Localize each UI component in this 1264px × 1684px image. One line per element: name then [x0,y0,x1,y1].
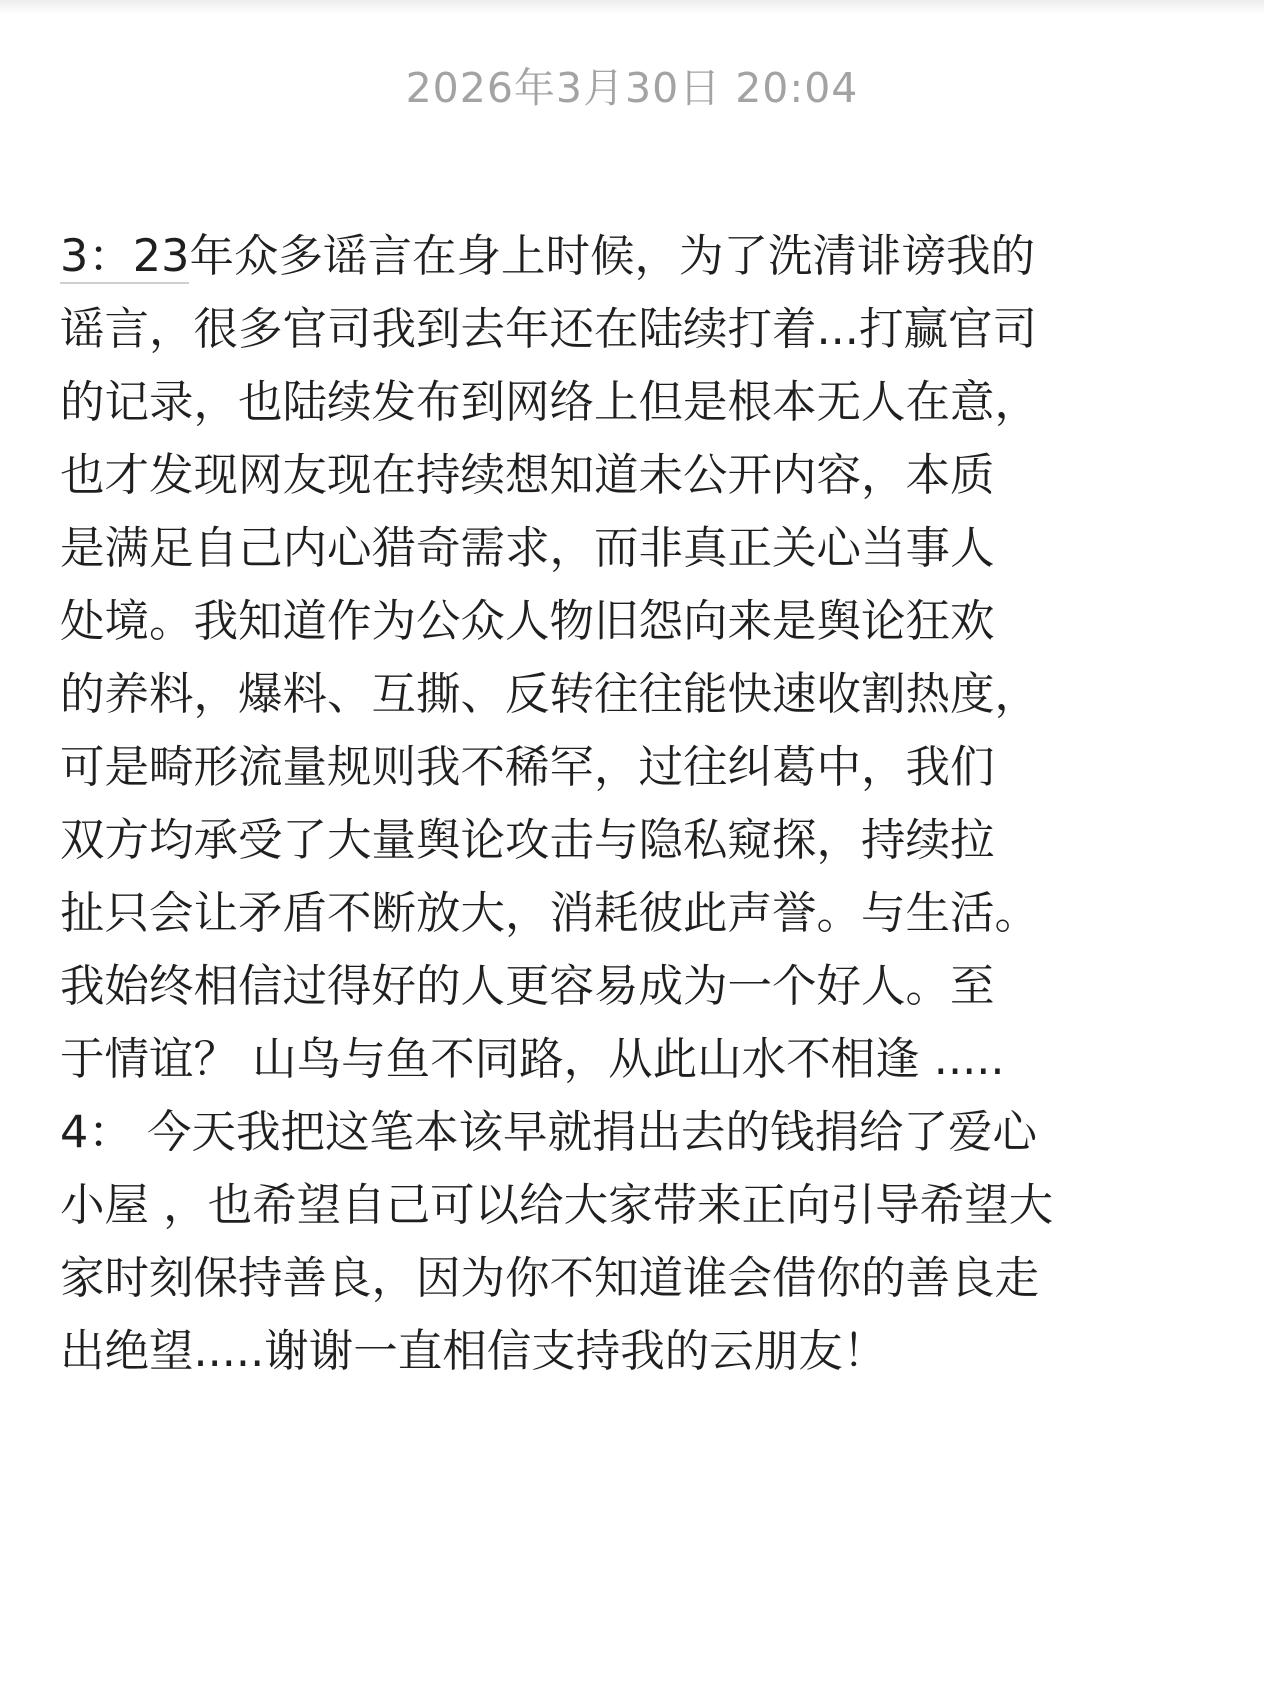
note-body[interactable] [60,220,1220,1388]
note-line [60,220,1220,293]
top-edge-shadow [0,0,1264,14]
linked-time-text[interactable]: 3：23 [60,231,190,282]
note-line: 也才发现网友现在持续想知道未公开内容，本质 [60,450,995,501]
note-line-text: 年众多谣言在身上时候，为了洗清诽谤我的 [189,231,1035,282]
note-line: 4： 今天我把这笔本该早就捐出去的钱捐给了爱心 [60,1107,1037,1158]
note-line: 谣言，很多官司我到去年还在陆续打着...打赢官司 [60,304,1037,355]
note-line: 双方均承受了大量舆论攻击与隐私窥探，持续拉 [60,815,995,866]
note-line: 出绝望.....谢谢一直相信支持我的云朋友！ [60,1326,888,1377]
note-line: 小屋 ，也希望自己可以给大家带来正向引导希望大 [60,1180,1054,1231]
note-line: 于情谊？ 山鸟与鱼不同路，从此山水不相逢 ..... [60,1034,1005,1085]
note-line: 我始终相信过得好的人更容易成为一个好人。至 [60,961,995,1012]
note-timestamp: 2026年3月30日 20:04 [405,64,859,112]
note-line: 可是畸形流量规则我不稀罕，过往纠葛中，我们 [60,742,995,793]
note-line: 扯只会让矛盾不断放大，消耗彼此声誉。与生活。 [60,888,1040,939]
note-line: 家时刻保持善良，因为你不知道谁会借你的善良走 [60,1253,1040,1304]
note-line: 的记录，也陆续发布到网络上但是根本无人在意， [60,377,1040,428]
note-line: 处境。我知道作为公众人物旧怨向来是舆论狂欢 [60,596,995,647]
note-line: 是满足自己内心猎奇需求，而非真正关心当事人 [60,523,995,574]
note-line: 的养料，爆料、互撕、反转往往能快速收割热度， [60,669,1040,720]
